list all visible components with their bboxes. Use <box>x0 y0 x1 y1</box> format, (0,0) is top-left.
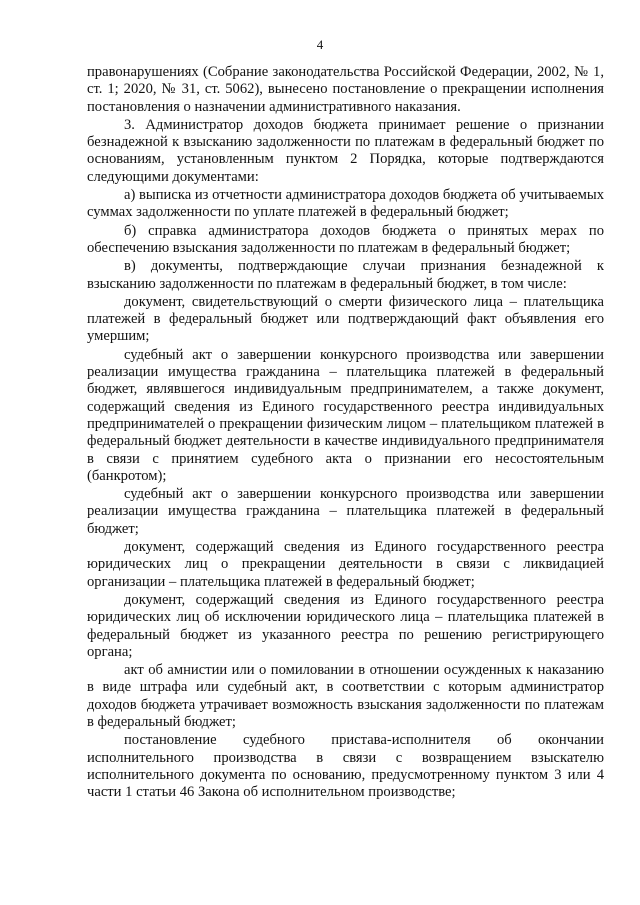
paragraph-1: правонарушениях (Собрание законодательства Российской Федерации, 2002, № 1, ст. 1; 2020, № 31, ст. 5062), вынесено постановление о прекращении исполнения постановления о назначении административного наказания. <box>87 64 604 115</box>
paragraph-5-item-v: в) документы, подтверждающие случаи признания безнадежной к взысканию задолженности по платежам в федеральный бюджет, в том числе: <box>87 258 604 292</box>
paragraph-7: судебный акт о завершении конкурсного производства или завершении реализации имущества гражданина – плательщика платежей в федеральный бюджет, являвшегося индивидуальным предпринимателем, а также документ, содержащий сведения из Единого государственного реестра индивидуальных предпринимателей о прекращении физическим лицом – плательщиком платежей в федеральный бюджет деятельности в качестве индивидуального предпринимателя в связи с принятием судебного акта о признании его несостоятельным (банкротом); <box>87 346 604 484</box>
paragraph-8: судебный акт о завершении конкурсного производства или завершении реализации имущества гражданина – плательщика платежей в федеральный бюджет; <box>87 486 604 537</box>
paragraph-2: 3. Администратор доходов бюджета принимает решение о признании безнадежной к взысканию задолженности по платежам в федеральный бюджет по основаниям, установленным пунктом 2 Порядка, которые подтверждаются следующими документами: <box>87 116 604 185</box>
page-number: 4 <box>316 37 324 52</box>
paragraph-3-item-a: а) выписка из отчетности администратора доходов бюджета об учитываемых суммах задолженности по уплате платежей в федеральный бюджет; <box>87 187 604 221</box>
paragraph-10: документ, содержащий сведения из Единого государственного реестра юридических лиц об исключении юридического лица – плательщика платежей в федеральный бюджет из указанного реестра по решению регистрирующего органа; <box>87 591 604 660</box>
paragraph-11: акт об амнистии или о помиловании в отношении осужденных к наказанию в виде штрафа или судебный акт, в соответствии с которым администратор доходов бюджета утрачивает возможность взыскания задолженности по платежам в федеральный бюджет; <box>87 662 604 730</box>
paragraph-6: документ, свидетельствующий о смерти физического лица – плательщика платежей в федеральный бюджет или подтверждающий факт объявления его умершим; <box>87 293 604 345</box>
document-body <box>87 64 604 801</box>
paragraph-9: документ, содержащий сведения из Единого государственного реестра юридических лиц о прекращении деятельности в связи с ликвидацией организации – плательщика платежей в федеральный бюджет; <box>87 539 604 590</box>
paragraph-12: постановление судебного пристава-исполнителя об окончании исполнительного производства в связи с возвращением взыскателю исполнительного документа по основанию, предусмотренному пунктом 3 или 4 части 1 статьи 46 Закона об исполнительном производстве; <box>87 732 604 801</box>
paragraph-4-item-b: б) справка администратора доходов бюджета о принятых мерах по обеспечению взыскания задолженности по платежам в федеральный бюджет; <box>87 222 604 256</box>
